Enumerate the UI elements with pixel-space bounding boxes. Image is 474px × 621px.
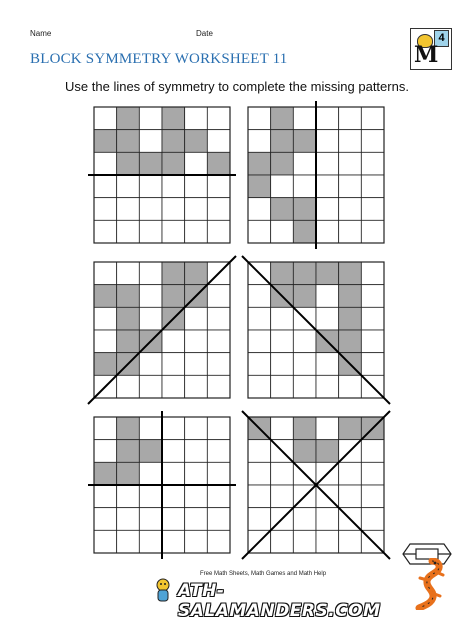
grid-cell-empty[interactable] — [94, 508, 117, 531]
grid-cell-empty[interactable] — [94, 330, 117, 353]
grid-cell-empty[interactable] — [361, 285, 384, 308]
grid-cell-filled[interactable] — [117, 307, 140, 330]
grid-cell-empty[interactable] — [316, 285, 339, 308]
grid-cell-empty[interactable] — [248, 462, 271, 485]
grid-cell-empty[interactable] — [271, 330, 294, 353]
date-label: Date — [196, 29, 213, 38]
grid-cell-empty[interactable] — [361, 130, 384, 153]
grid-cell-empty[interactable] — [94, 175, 117, 198]
grid-cell-empty[interactable] — [316, 417, 339, 440]
grid-cell-filled[interactable] — [271, 130, 294, 153]
grid-cell-empty[interactable] — [293, 107, 316, 130]
grid-cell-empty[interactable] — [248, 107, 271, 130]
grid-cell-empty[interactable] — [207, 508, 230, 531]
grid-cell-filled[interactable] — [339, 330, 362, 353]
grid-cell-empty[interactable] — [207, 307, 230, 330]
grid-cell-empty[interactable] — [185, 417, 208, 440]
footer-tagline: Free Math Sheets, Math Games and Math Help — [200, 571, 327, 577]
grid-cell-empty[interactable] — [207, 175, 230, 198]
grid-cell-empty[interactable] — [185, 508, 208, 531]
grid-cell-empty[interactable] — [139, 462, 162, 485]
grid-cell-empty[interactable] — [139, 307, 162, 330]
grid-cell-empty[interactable] — [185, 440, 208, 463]
grid-cell-filled[interactable] — [207, 152, 230, 175]
instruction-text: Use the lines of symmetry to complete the missing patterns. — [65, 79, 409, 94]
salamander-mascot-icon — [150, 577, 176, 603]
grid-cell-empty[interactable] — [139, 262, 162, 285]
symmetry-grid-3[interactable] — [94, 262, 230, 398]
symmetry-grid-6[interactable] — [248, 417, 384, 553]
grid-cell-empty[interactable] — [162, 462, 185, 485]
grid-cell-empty[interactable] — [361, 175, 384, 198]
grid-cell-filled[interactable] — [271, 198, 294, 221]
grid-cell-empty[interactable] — [293, 152, 316, 175]
grid-cell-filled[interactable] — [94, 462, 117, 485]
grid-cell-empty[interactable] — [316, 175, 339, 198]
symmetry-grid-5[interactable] — [94, 417, 230, 553]
logo-badge — [410, 28, 452, 70]
grid-cell-empty[interactable] — [271, 485, 294, 508]
grid-cell-filled[interactable] — [162, 285, 185, 308]
grid-cell-empty[interactable] — [117, 262, 140, 285]
grid-cell-empty[interactable] — [162, 330, 185, 353]
grid-cell-empty[interactable] — [248, 130, 271, 153]
grid-cell-empty[interactable] — [117, 175, 140, 198]
grid-cell-empty[interactable] — [139, 175, 162, 198]
symmetry-grid-1[interactable] — [94, 107, 230, 243]
grid-cell-empty[interactable] — [271, 307, 294, 330]
grid-cell-empty[interactable] — [94, 440, 117, 463]
grid-cell-filled[interactable] — [162, 262, 185, 285]
grid-cell-empty[interactable] — [293, 530, 316, 553]
grid-cell-empty[interactable] — [248, 285, 271, 308]
grid-cell-filled[interactable] — [248, 175, 271, 198]
symmetry-grid-2[interactable] — [248, 107, 384, 243]
grid-cell-filled[interactable] — [248, 152, 271, 175]
grid-cell-empty[interactable] — [185, 330, 208, 353]
grid-cell-filled[interactable] — [162, 107, 185, 130]
footer-brand: ATH-SALAMANDERS.COM — [178, 581, 381, 621]
grid-cell-empty[interactable] — [248, 198, 271, 221]
grid-cell-empty[interactable] — [117, 198, 140, 221]
grid-cell-empty[interactable] — [162, 485, 185, 508]
grid-cell-empty[interactable] — [248, 508, 271, 531]
grid-cell-empty[interactable] — [339, 175, 362, 198]
grid-cell-empty[interactable] — [185, 175, 208, 198]
grid-cell-filled[interactable] — [293, 262, 316, 285]
grid-cell-empty[interactable] — [339, 530, 362, 553]
grid-cell-empty[interactable] — [248, 375, 271, 398]
grid-cell-filled[interactable] — [117, 462, 140, 485]
grid-cell-empty[interactable] — [207, 440, 230, 463]
grid-cell-empty[interactable] — [117, 485, 140, 508]
grid-cell-filled[interactable] — [339, 285, 362, 308]
grid-cell-empty[interactable] — [139, 107, 162, 130]
grid-cell-empty[interactable] — [162, 353, 185, 376]
grid-cell-empty[interactable] — [361, 152, 384, 175]
grid-cell-empty[interactable] — [339, 220, 362, 243]
grid-cell-empty[interactable] — [139, 375, 162, 398]
grid-cell-filled[interactable] — [185, 262, 208, 285]
grid-cell-filled[interactable] — [293, 220, 316, 243]
grid-cell-empty[interactable] — [361, 508, 384, 531]
grid-cell-empty[interactable] — [185, 220, 208, 243]
grid-cell-empty[interactable] — [94, 198, 117, 221]
grid-cell-empty[interactable] — [162, 440, 185, 463]
grid-cell-empty[interactable] — [316, 508, 339, 531]
grid-cell-empty[interactable] — [339, 130, 362, 153]
grid-cell-filled[interactable] — [339, 417, 362, 440]
grid-cell-empty[interactable] — [162, 508, 185, 531]
page-title: BLOCK SYMMETRY WORKSHEET 11 — [30, 51, 288, 67]
grid-cell-empty[interactable] — [117, 530, 140, 553]
grid-cell-empty[interactable] — [293, 330, 316, 353]
grid-cell-filled[interactable] — [271, 107, 294, 130]
grid-cell-empty[interactable] — [339, 462, 362, 485]
grid-cell-empty[interactable] — [361, 330, 384, 353]
symmetry-grid-4[interactable] — [248, 262, 384, 398]
grid-cell-empty[interactable] — [316, 530, 339, 553]
grid-cell-empty[interactable] — [207, 285, 230, 308]
grid-cell-empty[interactable] — [271, 220, 294, 243]
grid-cell-filled[interactable] — [185, 130, 208, 153]
grid-cell-empty[interactable] — [248, 307, 271, 330]
grid-cell-empty[interactable] — [293, 175, 316, 198]
grid-cell-empty[interactable] — [139, 485, 162, 508]
grid-cell-empty[interactable] — [271, 353, 294, 376]
grid-cell-empty[interactable] — [207, 130, 230, 153]
grid-cell-empty[interactable] — [316, 375, 339, 398]
grid-cell-empty[interactable] — [139, 353, 162, 376]
grid-cell-empty[interactable] — [316, 353, 339, 376]
grid-cell-filled[interactable] — [271, 262, 294, 285]
grid-cell-empty[interactable] — [293, 508, 316, 531]
grid-cell-empty[interactable] — [162, 417, 185, 440]
grid-cell-empty[interactable] — [94, 530, 117, 553]
grid-cell-empty[interactable] — [293, 375, 316, 398]
grid-cell-empty[interactable] — [248, 220, 271, 243]
grid-cell-filled[interactable] — [162, 152, 185, 175]
grid-cell-empty[interactable] — [339, 107, 362, 130]
grid-cell-empty[interactable] — [339, 198, 362, 221]
grid-cell-filled[interactable] — [117, 417, 140, 440]
grid-cell-filled[interactable] — [139, 152, 162, 175]
grid-cell-filled[interactable] — [117, 152, 140, 175]
grid-cell-filled[interactable] — [293, 440, 316, 463]
grid-cell-empty[interactable] — [361, 307, 384, 330]
grid-cell-filled[interactable] — [339, 262, 362, 285]
grid-cell-empty[interactable] — [162, 198, 185, 221]
grid-cell-filled[interactable] — [117, 285, 140, 308]
grid-cell-empty[interactable] — [162, 175, 185, 198]
grid-cell-empty[interactable] — [339, 375, 362, 398]
grid-cell-empty[interactable] — [361, 440, 384, 463]
grid-cell-empty[interactable] — [316, 107, 339, 130]
grid-cell-empty[interactable] — [271, 417, 294, 440]
grid-cell-empty[interactable] — [207, 375, 230, 398]
grid-cell-empty[interactable] — [207, 462, 230, 485]
grid-cell-empty[interactable] — [185, 485, 208, 508]
grid-cell-filled[interactable] — [94, 353, 117, 376]
grid-cell-empty[interactable] — [361, 353, 384, 376]
grid-cell-empty[interactable] — [207, 485, 230, 508]
logo-number: 4 — [434, 30, 449, 47]
grid-cell-empty[interactable] — [207, 353, 230, 376]
grid-cell-empty[interactable] — [361, 262, 384, 285]
grid-cell-filled[interactable] — [293, 285, 316, 308]
grid-cell-filled[interactable] — [139, 440, 162, 463]
grid-cell-empty[interactable] — [94, 152, 117, 175]
grid-cell-empty[interactable] — [94, 307, 117, 330]
salamander-icon — [410, 558, 450, 610]
grid-cell-empty[interactable] — [316, 198, 339, 221]
grid-cell-filled[interactable] — [339, 307, 362, 330]
grid-cell-empty[interactable] — [248, 330, 271, 353]
grid-cell-empty[interactable] — [248, 485, 271, 508]
grid-cell-empty[interactable] — [185, 198, 208, 221]
grid-cell-empty[interactable] — [94, 485, 117, 508]
grid-cell-empty[interactable] — [94, 107, 117, 130]
grid-cell-filled[interactable] — [293, 130, 316, 153]
grid-cell-empty[interactable] — [117, 220, 140, 243]
grid-cell-empty[interactable] — [162, 530, 185, 553]
grid-cell-empty[interactable] — [185, 353, 208, 376]
grid-cell-empty[interactable] — [316, 307, 339, 330]
grid-cell-empty[interactable] — [316, 220, 339, 243]
grid-cell-empty[interactable] — [361, 485, 384, 508]
grid-cell-empty[interactable] — [207, 417, 230, 440]
grid-cell-empty[interactable] — [162, 375, 185, 398]
grid-cell-empty[interactable] — [248, 353, 271, 376]
grid-cell-empty[interactable] — [207, 198, 230, 221]
grid-cell-empty[interactable] — [94, 417, 117, 440]
grid-cell-empty[interactable] — [248, 440, 271, 463]
grid-cell-filled[interactable] — [316, 262, 339, 285]
grid-cell-empty[interactable] — [185, 462, 208, 485]
grid-cell-empty[interactable] — [361, 462, 384, 485]
grid-cell-empty[interactable] — [316, 152, 339, 175]
grid-cell-empty[interactable] — [207, 107, 230, 130]
grid-cell-filled[interactable] — [271, 152, 294, 175]
grid-cell-empty[interactable] — [94, 220, 117, 243]
grid-cell-empty[interactable] — [139, 417, 162, 440]
grid-cell-filled[interactable] — [117, 330, 140, 353]
grid-cell-empty[interactable] — [185, 152, 208, 175]
grid-cell-filled[interactable] — [117, 440, 140, 463]
grid-cell-empty[interactable] — [139, 530, 162, 553]
grid-cell-empty[interactable] — [185, 530, 208, 553]
grid-cell-empty[interactable] — [271, 530, 294, 553]
grid-cell-empty[interactable] — [139, 220, 162, 243]
grid-cell-empty[interactable] — [361, 107, 384, 130]
grid-cell-empty[interactable] — [117, 508, 140, 531]
grid-cell-empty[interactable] — [94, 262, 117, 285]
grid-cell-empty[interactable] — [271, 375, 294, 398]
grid-cell-empty[interactable] — [316, 130, 339, 153]
grid-cell-empty[interactable] — [185, 375, 208, 398]
math-m-icon: M — [414, 42, 439, 68]
grid-cell-empty[interactable] — [139, 198, 162, 221]
grid-cell-empty[interactable] — [162, 220, 185, 243]
grid-cell-empty[interactable] — [117, 375, 140, 398]
name-label: Name — [30, 29, 52, 38]
grid-cell-filled[interactable] — [293, 417, 316, 440]
grid-cell-filled[interactable] — [316, 440, 339, 463]
grid-cell-filled[interactable] — [94, 285, 117, 308]
grid-cell-empty[interactable] — [339, 485, 362, 508]
grid-cell-filled[interactable] — [117, 107, 140, 130]
grid-cell-empty[interactable] — [271, 462, 294, 485]
grid-cell-empty[interactable] — [207, 530, 230, 553]
grid-cell-filled[interactable] — [117, 130, 140, 153]
grid-cell-empty[interactable] — [139, 285, 162, 308]
grid-cell-empty[interactable] — [139, 508, 162, 531]
grid-cell-empty[interactable] — [139, 130, 162, 153]
footer-logo — [150, 575, 381, 621]
grid-cell-empty[interactable] — [185, 307, 208, 330]
grid-cell-empty[interactable] — [361, 220, 384, 243]
grid-cell-empty[interactable] — [271, 175, 294, 198]
grid-cell-filled[interactable] — [162, 130, 185, 153]
grid-cell-filled[interactable] — [94, 130, 117, 153]
grid-cell-empty[interactable] — [207, 330, 230, 353]
grid-cell-empty[interactable] — [185, 107, 208, 130]
grid-cell-filled[interactable] — [293, 198, 316, 221]
grid-cell-empty[interactable] — [293, 353, 316, 376]
grid-cell-empty[interactable] — [361, 198, 384, 221]
grid-cell-empty[interactable] — [339, 152, 362, 175]
grid-cell-empty[interactable] — [207, 220, 230, 243]
